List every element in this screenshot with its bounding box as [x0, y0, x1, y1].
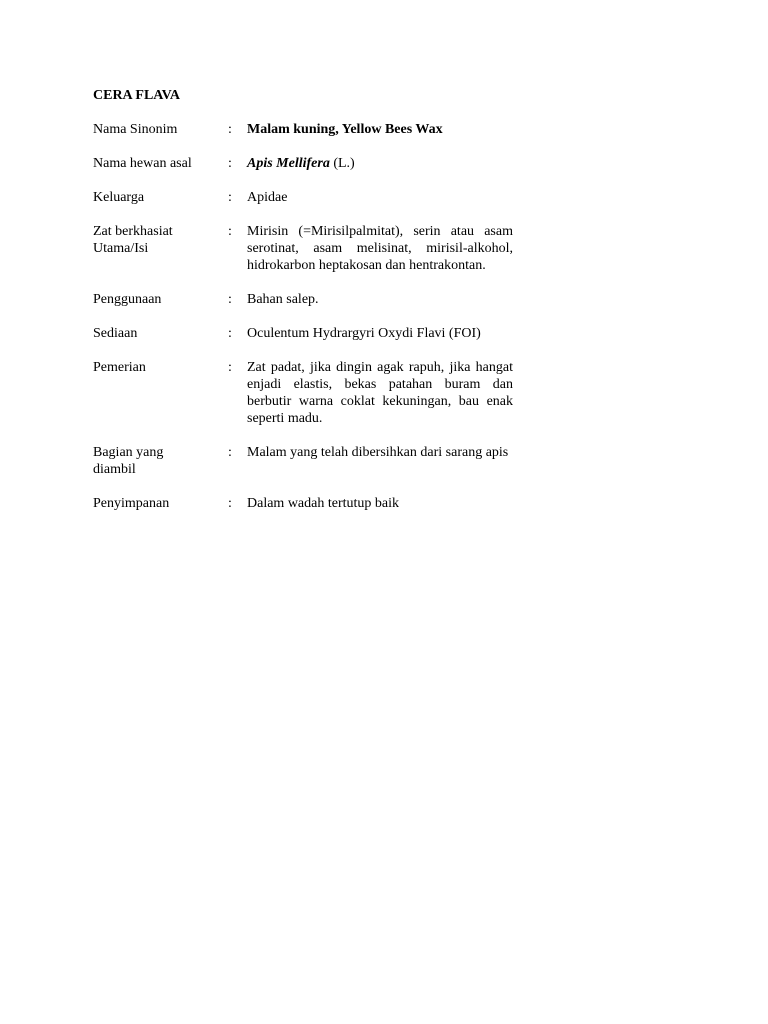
value-penyimpanan: Dalam wadah tertutup baik — [247, 496, 400, 511]
row-pemerian — [93, 359, 513, 427]
row-penyimpanan — [93, 495, 513, 512]
colon-separator: : — [228, 122, 232, 137]
label-nama-sinonim: Nama Sinonim — [93, 122, 178, 137]
label-penyimpanan: Penyimpanan — [93, 496, 170, 511]
value-sediaan: Oculentum Hydrargyri Oxydi Flavi (FOI) — [247, 326, 481, 341]
row-zat-berkhasiat — [93, 223, 513, 274]
label-zat-berkhasiat: Zat berkhasiat Utama/Isi — [93, 224, 173, 256]
row-penggunaan — [93, 291, 513, 308]
value-nama-sinonim: Malam kuning, Yellow Bees Wax — [247, 122, 443, 137]
colon-separator: : — [228, 496, 232, 511]
value-penggunaan: Bahan salep. — [247, 292, 319, 307]
label-sediaan: Sediaan — [93, 326, 138, 341]
row-keluarga — [93, 189, 513, 206]
row-sediaan — [93, 325, 513, 342]
row-nama-sinonim — [93, 121, 513, 138]
label-bagian-diambil: Bagian yang diambil — [93, 445, 164, 477]
label-penggunaan: Penggunaan — [93, 292, 162, 307]
monograph-page — [93, 87, 513, 529]
label-keluarga: Keluarga — [93, 190, 145, 205]
value-bagian-diambil: Malam yang telah dibersihkan dari sarang apis — [247, 445, 509, 460]
value-pemerian: Zat padat, jika dingin agak rapuh, jika hangat enjadi elastis, bekas patahan buram dan berbutir warna coklat kekuningan, bau enak seperti madu. — [247, 360, 513, 426]
value-nama-hewan-asal — [247, 155, 513, 172]
monograph-title: CERA FLAVA — [93, 88, 181, 103]
species-name: Apis Mellifera — [247, 156, 330, 171]
row-nama-hewan-asal — [93, 155, 513, 172]
colon-separator: : — [228, 292, 232, 307]
value-keluarga: Apidae — [247, 190, 288, 205]
colon-separator: : — [228, 224, 232, 239]
colon-separator: : — [228, 326, 232, 341]
colon-separator: : — [228, 360, 232, 375]
label-nama-hewan-asal: Nama hewan asal — [93, 156, 192, 171]
value-zat-berkhasiat: Mirisin (=Mirisilpalmitat), serin atau asam serotinat, asam melisinat, mirisil-alkohol, hidrokarbon heptakosan dan hentrakontan. — [247, 224, 513, 273]
colon-separator: : — [228, 190, 232, 205]
colon-separator: : — [228, 156, 232, 171]
species-author: (L.) — [329, 156, 355, 171]
row-bagian-diambil — [93, 444, 513, 478]
label-pemerian: Pemerian — [93, 360, 146, 375]
colon-separator: : — [228, 445, 232, 460]
